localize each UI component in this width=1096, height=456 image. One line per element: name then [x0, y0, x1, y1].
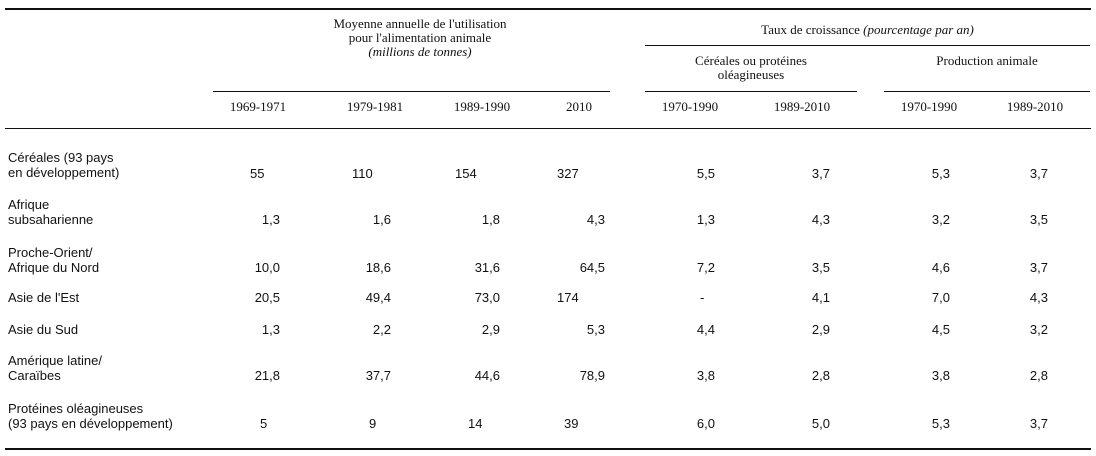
table-cell: 7,0 — [931, 290, 950, 305]
usage-group-title-line2: pour l'alimentation animale — [348, 30, 492, 45]
table-cell: 1,8 — [481, 212, 500, 227]
table-cell: 110 — [352, 166, 373, 181]
table-cell: 39 — [564, 416, 579, 431]
row-label: Asie de l'Est — [8, 290, 80, 305]
table-cell: 3,5 — [1029, 212, 1048, 227]
table-cell: 154 — [455, 166, 477, 181]
table-cell: - — [700, 290, 705, 305]
table-cell: 1,3 — [261, 212, 280, 227]
growth-group-title: Taux de croissance — [761, 22, 860, 37]
table-cell: 5,5 — [696, 166, 715, 181]
animal-subheader-label: Production animale — [936, 53, 1038, 68]
cereals-subheader — [645, 54, 857, 82]
cereals-subheader-line2: oléagineuses — [717, 67, 785, 82]
year-header: 1989-2010 — [1006, 99, 1064, 114]
table-cell: 4,3 — [586, 212, 605, 227]
table-cell: 2,8 — [811, 368, 830, 383]
table-cell: 3,2 — [1029, 322, 1048, 337]
year-header: 1969-1971 — [229, 99, 287, 114]
table-cell: 10,0 — [254, 260, 280, 275]
year-header: 1989-2010 — [773, 99, 831, 114]
table-cell: 3,7 — [1029, 260, 1048, 275]
row-label: Asie du Sud — [8, 322, 79, 337]
usage-group-header — [250, 17, 590, 59]
table-cell: 49,4 — [365, 290, 391, 305]
top-rule — [5, 8, 1091, 10]
table-cell: 4,6 — [931, 260, 950, 275]
bottom-rule — [5, 448, 1091, 450]
table-cell: 20,5 — [254, 290, 280, 305]
year-header: 1970-1990 — [900, 99, 958, 114]
table-cell: 3,8 — [696, 368, 715, 383]
animal-years-rule — [884, 91, 1090, 92]
row-label: Protéines oléagineuses (93 pays en développement) — [8, 401, 173, 431]
table-cell: 4,4 — [696, 322, 715, 337]
table-cell: 3,7 — [1029, 166, 1048, 181]
table-cell: 21,8 — [254, 368, 280, 383]
usage-years-rule — [213, 91, 610, 92]
table-cell: 174 — [557, 290, 579, 305]
table-cell: 4,3 — [1029, 290, 1048, 305]
row-label: Afrique subsaharienne — [8, 197, 94, 227]
usage-group-unit: (millions de tonnes) — [368, 44, 472, 59]
table-cell: 18,6 — [365, 260, 391, 275]
cereals-years-rule — [645, 91, 857, 92]
table-cell: 37,7 — [365, 368, 391, 383]
year-header: 1970-1990 — [661, 99, 719, 114]
table-cell: 5,3 — [586, 322, 605, 337]
table-cell: 44,6 — [474, 368, 500, 383]
table-cell: 73,0 — [474, 290, 500, 305]
table-cell: 14 — [468, 416, 483, 431]
row-label: Céréales (93 pays en développement) — [8, 150, 120, 180]
table-cell: 1,6 — [372, 212, 391, 227]
table-cell: 64,5 — [579, 260, 605, 275]
table-cell: 2,2 — [372, 322, 391, 337]
year-header: 1989-1990 — [453, 99, 511, 114]
table-cell: 327 — [557, 166, 579, 181]
table-cell: 3,2 — [931, 212, 950, 227]
table-cell: 55 — [250, 166, 265, 181]
table-cell: 3,8 — [931, 368, 950, 383]
usage-group-title-line1: Moyenne annuelle de l'utilisation — [333, 16, 507, 31]
growth-group-rule — [645, 45, 1090, 46]
cereals-subheader-line1: Céréales ou protéines — [695, 53, 807, 68]
table-cell: 78,9 — [579, 368, 605, 383]
table-cell: 4,3 — [811, 212, 830, 227]
growth-group-header — [645, 23, 1090, 37]
table-cell: 6,0 — [696, 416, 715, 431]
table-cell: 2,9 — [811, 322, 830, 337]
row-label: Amérique latine/ Caraïbes — [8, 353, 102, 383]
year-header: 1979-1981 — [346, 99, 404, 114]
table-cell: 5,0 — [811, 416, 830, 431]
table-cell: 31,6 — [474, 260, 500, 275]
table-cell: 3,7 — [1029, 416, 1048, 431]
table-cell: 1,3 — [261, 322, 280, 337]
header-bottom-rule — [5, 128, 1091, 129]
table-cell: 9 — [369, 416, 377, 431]
table-cell: 2,8 — [1029, 368, 1048, 383]
table-cell: 7,2 — [696, 260, 715, 275]
table-cell: 2,9 — [481, 322, 500, 337]
table-cell: 5,3 — [931, 416, 950, 431]
animal-subheader — [884, 54, 1090, 68]
growth-group-unit: (pourcentage par an) — [863, 22, 974, 37]
table-cell: 4,1 — [811, 290, 830, 305]
table-cell: 3,7 — [811, 166, 830, 181]
year-header: 2010 — [566, 99, 592, 114]
table-cell: 3,5 — [811, 260, 830, 275]
table-cell: 1,3 — [696, 212, 715, 227]
row-label: Proche-Orient/ Afrique du Nord — [8, 245, 100, 275]
table-cell: 4,5 — [931, 322, 950, 337]
table-cell: 5,3 — [931, 166, 950, 181]
table-cell: 5 — [260, 416, 268, 431]
